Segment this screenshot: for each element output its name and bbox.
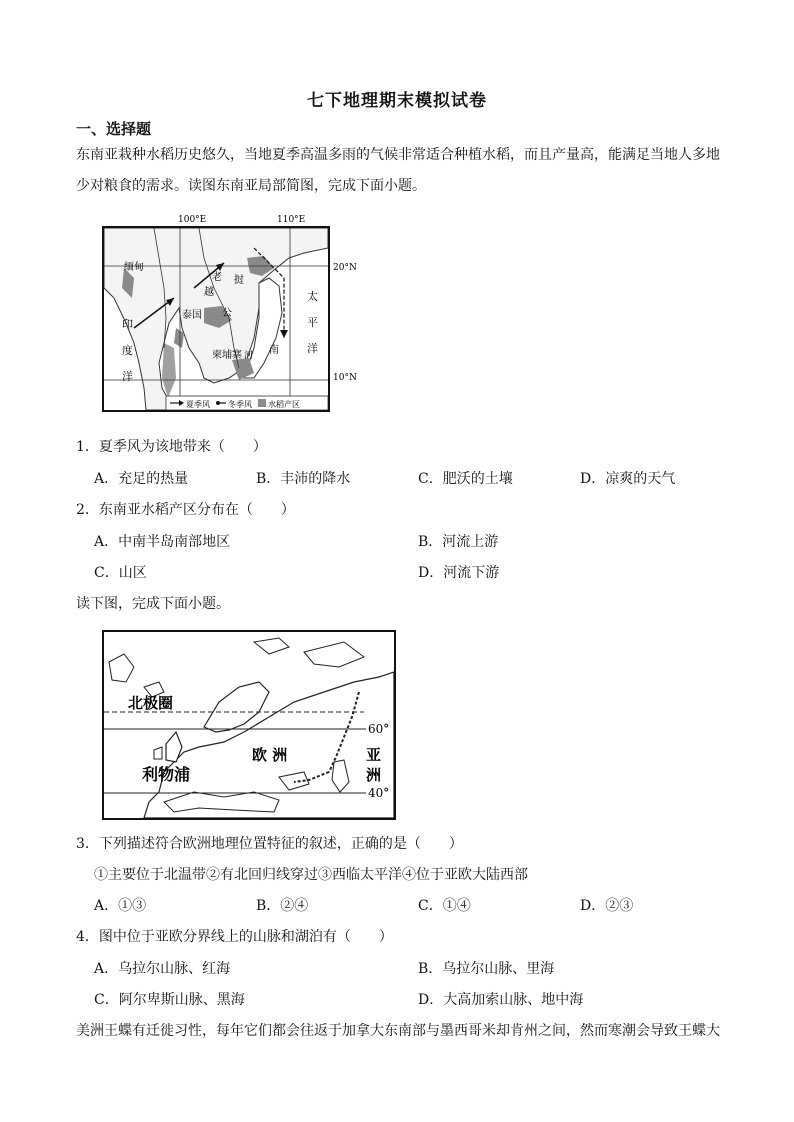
intro-paragraph-2: 读下图，完成下面小题。 — [76, 596, 230, 612]
intro-paragraph-3: 美洲王蝶有迁徙习性，每年它们都会往返于加拿大东南部与墨西哥米却肯州之间，然而寒潮会导致王蝶大 — [76, 1023, 720, 1039]
legend-summer-monsoon: 夏季风 — [186, 400, 210, 409]
intro-paragraph-1 — [76, 140, 720, 202]
q4-option-b[interactable]: B．乌拉尔山脉、里海 — [418, 961, 555, 977]
q3-option-b[interactable]: B．②④ — [256, 898, 309, 914]
label-he: 河 — [244, 351, 254, 361]
label-asia-1: 亚 — [366, 746, 382, 764]
label-laos-1: 老 — [212, 272, 222, 283]
label-pacific-1: 太 — [307, 290, 318, 303]
label-myanmar: 缅甸 — [124, 262, 144, 273]
q3-option-c[interactable]: C．①④ — [418, 898, 471, 914]
label-nan: 南 — [269, 345, 279, 356]
label-yue: 越 — [204, 287, 214, 298]
intro-line-2: 少对粮食的需求。读图东南亚局部简图，完成下面小题。 — [76, 178, 426, 194]
label-laos-2: 挝 — [234, 275, 244, 286]
label-europe: 欧 洲 — [252, 746, 288, 764]
q2-option-a[interactable]: A．中南半岛南部地区 — [94, 534, 231, 550]
q4-option-a[interactable]: A．乌拉尔山脉、红海 — [94, 961, 231, 977]
label-lat-40: 40° — [368, 786, 390, 800]
question-4-stem: 4．图中位于亚欧分界线上的山脉和湖泊有（ ） — [76, 929, 393, 945]
q2-option-c[interactable]: C．山区 — [94, 565, 147, 581]
label-lat-60: 60° — [368, 722, 390, 736]
map-southeast-asia — [100, 210, 360, 416]
label-indian-ocean-2: 度 — [122, 344, 133, 357]
lon-100e-label: 100°E — [178, 215, 207, 225]
label-indian-ocean-3: 洋 — [122, 370, 133, 383]
q3-option-a[interactable]: A．①③ — [94, 898, 147, 914]
label-liverpool: 利物浦 — [142, 765, 191, 784]
lat-20n-label: 20°N — [333, 263, 357, 273]
label-thailand: 泰国 — [182, 310, 202, 321]
label-pacific-3: 洋 — [307, 342, 318, 355]
q1-option-a[interactable]: A．充足的热量 — [94, 471, 189, 487]
label-indian-ocean-1: 印 — [122, 318, 133, 331]
q1-option-b[interactable]: B．丰沛的降水 — [256, 471, 351, 487]
lon-110e-label: 110°E — [277, 215, 306, 225]
label-pacific-2: 平 — [307, 316, 318, 329]
lat-10n-label: 10°N — [333, 373, 357, 383]
intro-line-1: 东南亚栽种水稻历史悠久，当地夏季高温多雨的气候非常适合种植水稻，而且产量高，能满足当地人多地 — [76, 147, 720, 163]
question-2-stem: 2．东南亚水稻产区分布在（ ） — [76, 502, 295, 518]
q4-option-d[interactable]: D．大高加索山脉、地中海 — [418, 992, 584, 1008]
q4-option-c[interactable]: C．阿尔卑斯山脉、黑海 — [94, 992, 245, 1008]
q3-statements: ①主要位于北温带②有北回归线穿过③西临太平洋④位于亚欧大陆西部 — [94, 867, 528, 883]
label-asia-2: 洲 — [366, 766, 382, 784]
q1-option-d[interactable]: D．凉爽的天气 — [580, 471, 676, 487]
q2-option-d[interactable]: D．河流下游 — [418, 565, 500, 581]
question-1-stem: 1．夏季风为该地带来（ ） — [76, 439, 267, 455]
question-3-stem: 3．下列描述符合欧洲地理位置特征的叙述，正确的是（ ） — [76, 836, 463, 852]
map-frame — [102, 226, 330, 412]
legend-winter-monsoon: 冬季风 — [228, 400, 252, 409]
label-cambodia: 柬埔寨 — [212, 350, 242, 361]
page-title: 七下地理期末模拟试卷 — [307, 91, 487, 111]
q1-option-c[interactable]: C．肥沃的土壤 — [418, 471, 513, 487]
label-arctic-circle: 北极圈 — [128, 694, 174, 712]
q3-option-d[interactable]: D．②③ — [580, 898, 634, 914]
map-europe — [102, 630, 396, 820]
section-heading: 一、选择题 — [76, 120, 152, 138]
legend-rice-region: 水稻产区 — [268, 400, 300, 409]
q2-option-b[interactable]: B．河流上游 — [418, 534, 499, 550]
label-gong: 公 — [222, 308, 232, 319]
